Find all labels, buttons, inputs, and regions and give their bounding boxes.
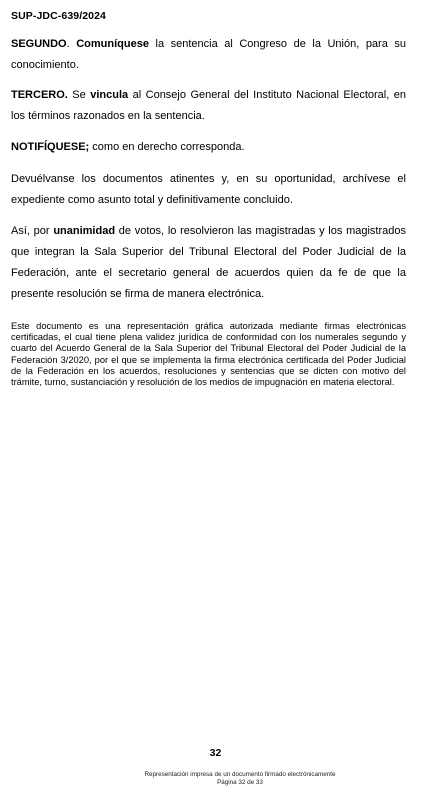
unanimity-paragraph [11, 221, 406, 305]
footer-page-count: Página 32 de 33 [217, 779, 263, 786]
print-footer [0, 771, 431, 787]
bold-text: Comuníquese [76, 38, 149, 50]
plain-text: Devuélvanse los documentos atinentes y, en su oportunidad, archívese el expediente como asunto total y definitivamente concluido. [11, 173, 406, 206]
bold-text: SEGUNDO [11, 38, 67, 50]
plain-text: al Consejo General del Instituto Nacional Electoral, en los términos razonados en la sentencia. [11, 89, 406, 122]
plain-text: la sentencia al Congreso de la Unión, para su conocimiento. [11, 38, 406, 71]
resolution-point-tercero [11, 85, 406, 127]
plain-text: . [66, 38, 77, 50]
electronic-signature-notice: Este documento es una representación gráfica autorizada mediante firmas electrónicas certificadas, el cual tiene plena validez jurídica de conformidad con los numerales segundo y cuarto del Acuerdo General de la Sala Superior del Tribunal Electoral del Poder Judicial de la Federación 3/2020, por el que se implementa la firma electrónica certificada del Poder Judicial de la Federación en los acuerdos, resoluciones y sentencias que se dicten con motivo del trámite, turno, sustanciación y resolución de los medios de impugnación en materia electoral. [11, 321, 406, 388]
resolution-point-segundo [11, 34, 406, 76]
plain-text: Se [67, 89, 91, 101]
plain-text: Así, por [11, 225, 54, 237]
footer-representation-text: Representación impresa de un documento firmado electrónicamente [144, 771, 336, 778]
bold-text: vincula [90, 89, 129, 101]
notification-paragraph [11, 137, 406, 158]
bold-text: unanimidad [53, 225, 116, 237]
page-number: 32 [209, 747, 222, 759]
plain-text: de votos, lo resolvieron las magistradas y los magistrados que integran la Sala Superior del Tribunal Electoral del Poder Judicial de la Federación, ante el secretario general de acuerdos quien da fe de que la presente resolución se firma de manera electrónica. [11, 225, 406, 300]
bold-text: NOTIFÍQUESE; [11, 141, 90, 153]
plain-text: como en derecho corresponda. [89, 141, 245, 153]
case-number-header: SUP-JDC-639/2024 [11, 10, 106, 22]
bold-text: TERCERO. [11, 89, 68, 101]
return-documents-paragraph [11, 169, 406, 211]
